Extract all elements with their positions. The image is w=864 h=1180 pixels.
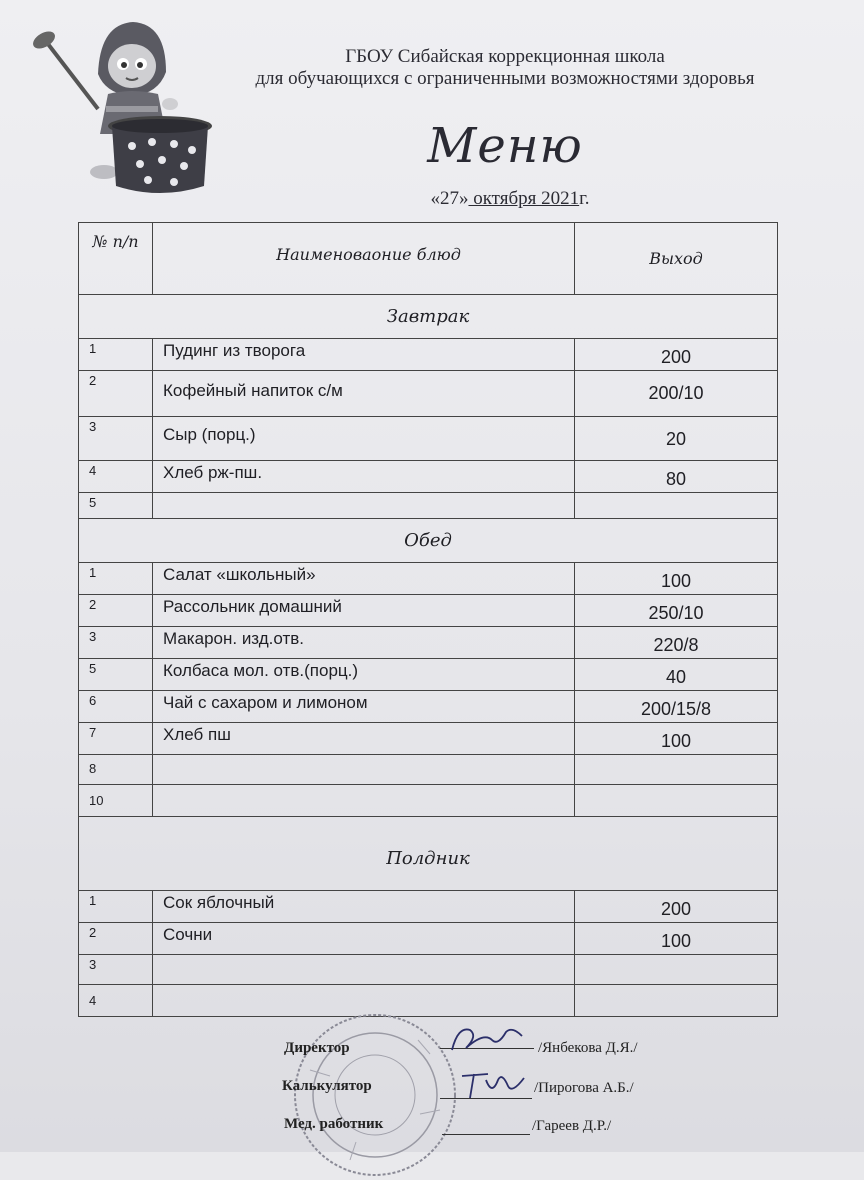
table-row: [78, 370, 778, 417]
row-num: 3: [78, 627, 152, 659]
col-header-num: № п/п: [78, 223, 152, 295]
school-stamp: [290, 1010, 460, 1180]
row-out: 100: [574, 563, 778, 595]
table-row: [78, 754, 778, 785]
row-name: Сок яблочный: [152, 891, 574, 923]
row-num: 1: [78, 339, 152, 371]
signature-director: [284, 1040, 350, 1057]
row-out: [574, 785, 778, 817]
row-num: 4: [78, 461, 152, 493]
section-lunch: Обед: [78, 518, 778, 562]
row-out: 250/10: [574, 595, 778, 627]
row-out: [574, 985, 778, 1017]
medic-role: Мед. работник: [284, 1116, 384, 1132]
table-header-row: [78, 222, 778, 295]
table-row: [78, 722, 778, 755]
section-breakfast: Завтрак: [78, 294, 778, 338]
table-row: [78, 690, 778, 723]
table-row: [78, 784, 778, 817]
row-out: 200: [574, 339, 778, 371]
row-name: [152, 785, 574, 817]
row-name: Пудинг из творога: [152, 339, 574, 371]
row-out: 20: [574, 417, 778, 461]
calculator-handwritten-signature: [458, 1066, 528, 1104]
row-num: 7: [78, 723, 152, 755]
row-name: Чай с сахаром и лимоном: [152, 691, 574, 723]
table-row: [78, 890, 778, 923]
school-line-2: для обучающихся с ограниченными возможностями здоровья: [255, 68, 755, 89]
table-row: [78, 492, 778, 519]
row-num: 6: [78, 691, 152, 723]
table-row: [78, 460, 778, 493]
table-row: [78, 658, 778, 691]
date-suffix: г.: [579, 188, 590, 209]
col-header-name: Наименоваоние блюд: [152, 223, 574, 295]
row-name: Сочни: [152, 923, 574, 955]
row-num: 5: [78, 659, 152, 691]
row-name: [152, 755, 574, 785]
row-name: Колбаса мол. отв.(порц.): [152, 659, 574, 691]
row-name: Кофейный напиток с/м: [152, 371, 574, 417]
row-out: 200/15/8: [574, 691, 778, 723]
row-name: Салат «школьный»: [152, 563, 574, 595]
row-num: 5: [78, 493, 152, 519]
director-name: /Янбекова Д.Я./: [538, 1040, 638, 1056]
row-num: 10: [78, 785, 152, 817]
table-row: [78, 626, 778, 659]
row-num: 2: [78, 923, 152, 955]
row-out: [574, 755, 778, 785]
signature-medic: [284, 1116, 383, 1133]
row-num: 2: [78, 595, 152, 627]
row-name: [152, 493, 574, 519]
row-out: 80: [574, 461, 778, 493]
row-out: 200/10: [574, 371, 778, 417]
row-out: 40: [574, 659, 778, 691]
row-num: 2: [78, 371, 152, 417]
table-row: [78, 922, 778, 955]
col-header-out: Выход: [574, 223, 778, 295]
medic-sign-line: [442, 1134, 530, 1135]
row-out: 200: [574, 891, 778, 923]
section-snack: Полдник: [78, 816, 778, 890]
row-num: 1: [78, 891, 152, 923]
director-handwritten-signature: [448, 1022, 528, 1058]
date-day: «27»: [430, 188, 469, 209]
row-num: 4: [78, 985, 152, 1017]
school-line-1: ГБОУ Сибайская коррекционная школа: [345, 46, 665, 67]
director-role: Директор: [284, 1040, 350, 1056]
row-num: 1: [78, 563, 152, 595]
row-out: 220/8: [574, 627, 778, 659]
row-name: [152, 955, 574, 985]
row-name: Хлеб пш: [152, 723, 574, 755]
table-row: [78, 594, 778, 627]
signature-calculator: [282, 1078, 372, 1095]
row-name: Сыр (порц.): [152, 417, 574, 461]
table-row: [78, 562, 778, 595]
mascot-illustration: [28, 14, 218, 204]
row-num: 8: [78, 755, 152, 785]
row-name: Макарон. изд.отв.: [152, 627, 574, 659]
table-row: [78, 338, 778, 371]
row-out: [574, 955, 778, 985]
medic-name: /Гареев Д.Р./: [532, 1118, 612, 1134]
row-name: Хлеб рж-пш.: [152, 461, 574, 493]
row-num: 3: [78, 417, 152, 461]
row-out: 100: [574, 723, 778, 755]
row-out: 100: [574, 923, 778, 955]
calculator-role: Калькулятор: [282, 1078, 372, 1094]
row-num: 3: [78, 955, 152, 985]
date-month: октября 20: [468, 188, 561, 209]
table-row: [78, 416, 778, 461]
date-year: 21: [560, 188, 580, 209]
school-name: [200, 46, 810, 90]
page-title: Меню: [427, 118, 583, 174]
calculator-name: /Пирогова А.Б./: [534, 1080, 634, 1096]
table-row: [78, 954, 778, 985]
row-name: Рассольник домашний: [152, 595, 574, 627]
menu-date: [360, 188, 660, 210]
row-out: [574, 493, 778, 519]
